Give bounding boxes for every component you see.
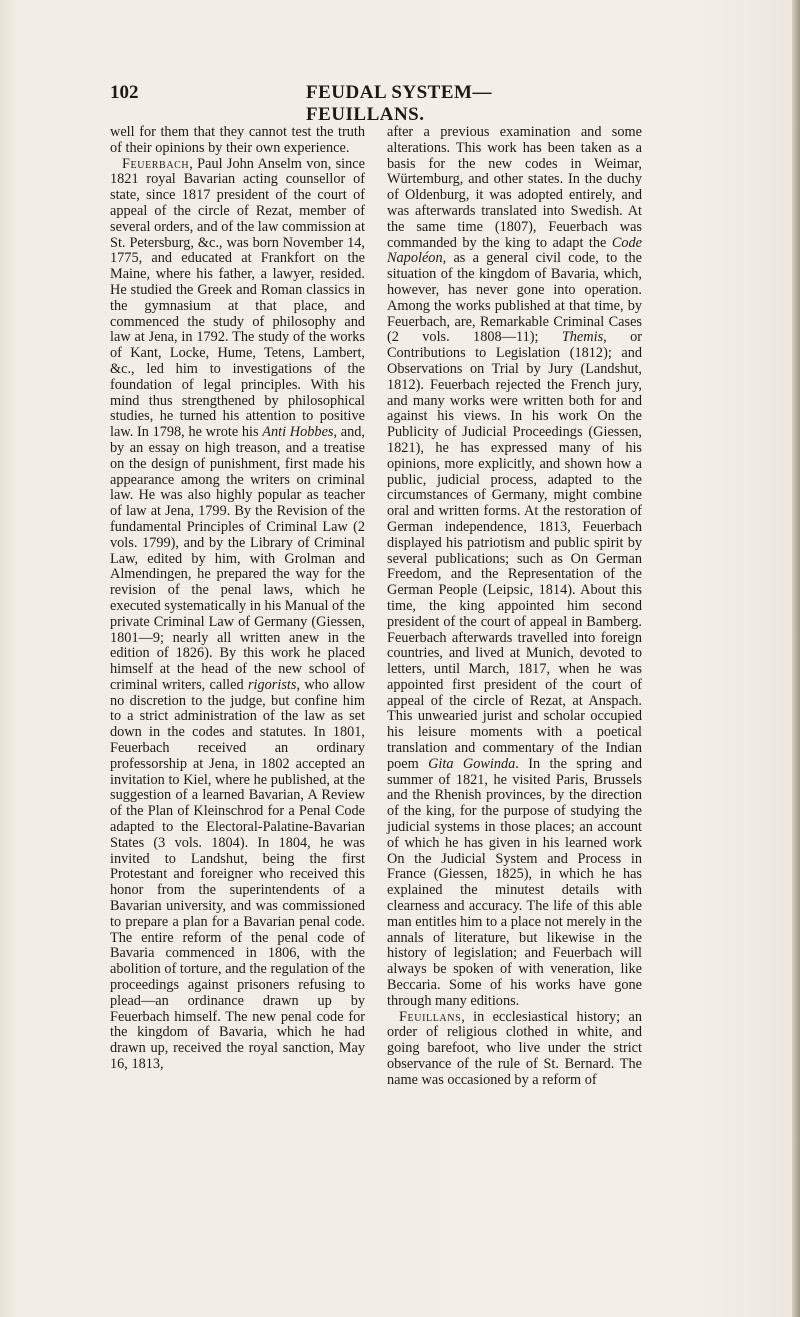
entry-headword: Feuerbach <box>122 155 190 172</box>
right-column <box>387 125 642 1089</box>
page-edge <box>792 0 800 1317</box>
paragraph-text: , who allow no discretion to the judge, but confine him to a strict administration of the law as set down in the codes and statutes. In 1801, Feuerbach received an ordinary professorship at Jena, in 1802 accepted an invitation to Kiel, where he published, at the suggestion of a learned Bavarian, A Review of the Plan of Kleinschrod for a Penal Code adapted to the Electoral-Palatine-Bavarian States (3 vols. 1804). In 1804, he was invited to Landshut, being the first Protestant and foreigner who received this honor from the superintendents of a Bavarian university, and was commissioned to prepare a plan for a Bavarian penal code. The entire reform of the penal code of Bavaria commenced in 1806, with the abolition of torture, and the regulation of the proceedings against prisoners refusing to plead—an ordinance drawn up by Feuerbach himself. The new penal code for the kingdom of Bavaria, which he had drawn up, received the royal sanction, May 16, 1813, <box>110 676 366 1073</box>
paragraph-text: after a previous examination and some alterations. This work has been taken as a basis for the new codes in Weimar, Würtemburg, and other states. In the duchy of Oldenburg, it was adopted entirely, and was afterwards translated into Swedish. At the same time (1807), Feuerbach was commanded by the king to adapt the <box>387 124 642 251</box>
paragraph-text: , and, by an essay on high treason, and a treatise on the design of punishment, first made his appearance among the writers on criminal law. He was also highly popular as teacher of law at Jena, 1799. By the Revision of the fundamental Principles of Criminal Law (2 vols. 1799), and by the Library of Criminal Law, edited by him, with Grolman and Almendingen, he prepared the way for the revision of the penal laws, which he executed systematically in his Manual of the private Criminal Law of Germany (Giessen, 1801—9; nearly all written anew in the edition of 1826). By this work he placed himself at the head of the new school of criminal writers, called <box>110 424 365 693</box>
paragraph-text: , Paul John Anselm von, since 1821 royal Bavarian acting counsellor of state, since 1817 president of the court of appeal of the circle of Rezat, member of several orders, and of the law commission at St. Petersburg, &c., was born November 14, 1775, and educated at Frankfort on the Maine, where his father, a lawyer, resided. He studied the Greek and Roman classics in the gymnasium at that place, and commenced the study of philosophy and law at Jena, in 1792. The study of the works of Kant, Locke, Hume, Tetens, Lambert, &c., led him to investigations of the foundation of legal principles. With his mind thus strengthened by philosophical studies, he turned his attention to positive law. In 1798, he wrote his <box>110 155 365 441</box>
work-title-gita-gowinda: Gita Gowinda <box>428 755 516 772</box>
page-header <box>110 82 590 125</box>
work-title-themis: Themis <box>561 329 604 346</box>
work-title-code-napoleon: Code Napoléon <box>387 234 642 267</box>
term-rigorists: rigorists <box>247 676 297 693</box>
page-number: 102 <box>110 82 139 103</box>
paragraph-text: , in ecclesiastical history; an order of religious clothed in white, and going barefoot, who live under the strict observance of the rule of St. Bernard. The name was occasioned by a reform of <box>387 1008 642 1088</box>
entry-feuerbach-continued <box>387 125 642 1010</box>
paragraph-continued <box>110 125 365 157</box>
left-column <box>110 125 365 1073</box>
paragraph-text: . In the spring and summer of 1821, he visited Paris, Brussels and the Rhenish provinces, by the direction of the king, for the purpose of studying the judicial systems in those places; an account of which he has given in his learned work On the Judicial System and Process in France (Giessen, 1825), in which he has explained the minutest details with clearness and accuracy. The life of this able man entitles him to a place not merely in the annals of literature, but likewise in the history of legislation; and Feuerbach will always be spoken of with veneration, like Beccaria. Some of his works have gone through many editions. <box>387 755 642 1009</box>
running-head: FEUDAL SYSTEM—FEUILLANS. <box>306 82 492 125</box>
entry-headword: Feuillans <box>399 1008 462 1025</box>
paragraph-text: , or Contributions to Legislation (1812); and Observations on Trial by Jury (Landshut, 1812). Feuerbach rejected the French jury, and many works were written both for and against his views. In his work On the Publicity of Judicial Proceedings (Giessen, 1821), he has expressed many of his opinions, more explicitly, and shown how a public, judicial process, adapted to the circumstances of Germany, might combine oral and written forms. At the restoration of German independence, 1813, Feuerbach displayed his patriotism and public spirit by several publications; such as On German Freedom, and the Representation of the German People (Leipsic, 1814). About this time, the king appointed him second president of the court of appeal in Bamberg. Feuerbach afterwards travelled into foreign countries, and lived at Munich, devoted to letters, until March, 1817, when he was appointed first president of the court of appeal of the circle of Rezat, at Anspach. This unwearied jurist and scholar occupied his leisure moments with a poetical translation and commentary of the Indian poem <box>387 329 642 772</box>
entry-feuerbach <box>110 157 365 1073</box>
work-title-anti-hobbes: Anti Hobbes <box>262 424 334 441</box>
paragraph-text: well for them that they cannot test the truth of their opinions by their own experience. <box>110 124 365 156</box>
entry-feuillans <box>387 1010 642 1089</box>
paragraph-text: , as a general civil code, to the situation of the kingdom of Bavaria, which, however, has never gone into operation. Among the works published at that time, by Feuerbach, are, Remarkable Criminal Cases (2 vols. 1808—11); <box>387 250 642 346</box>
